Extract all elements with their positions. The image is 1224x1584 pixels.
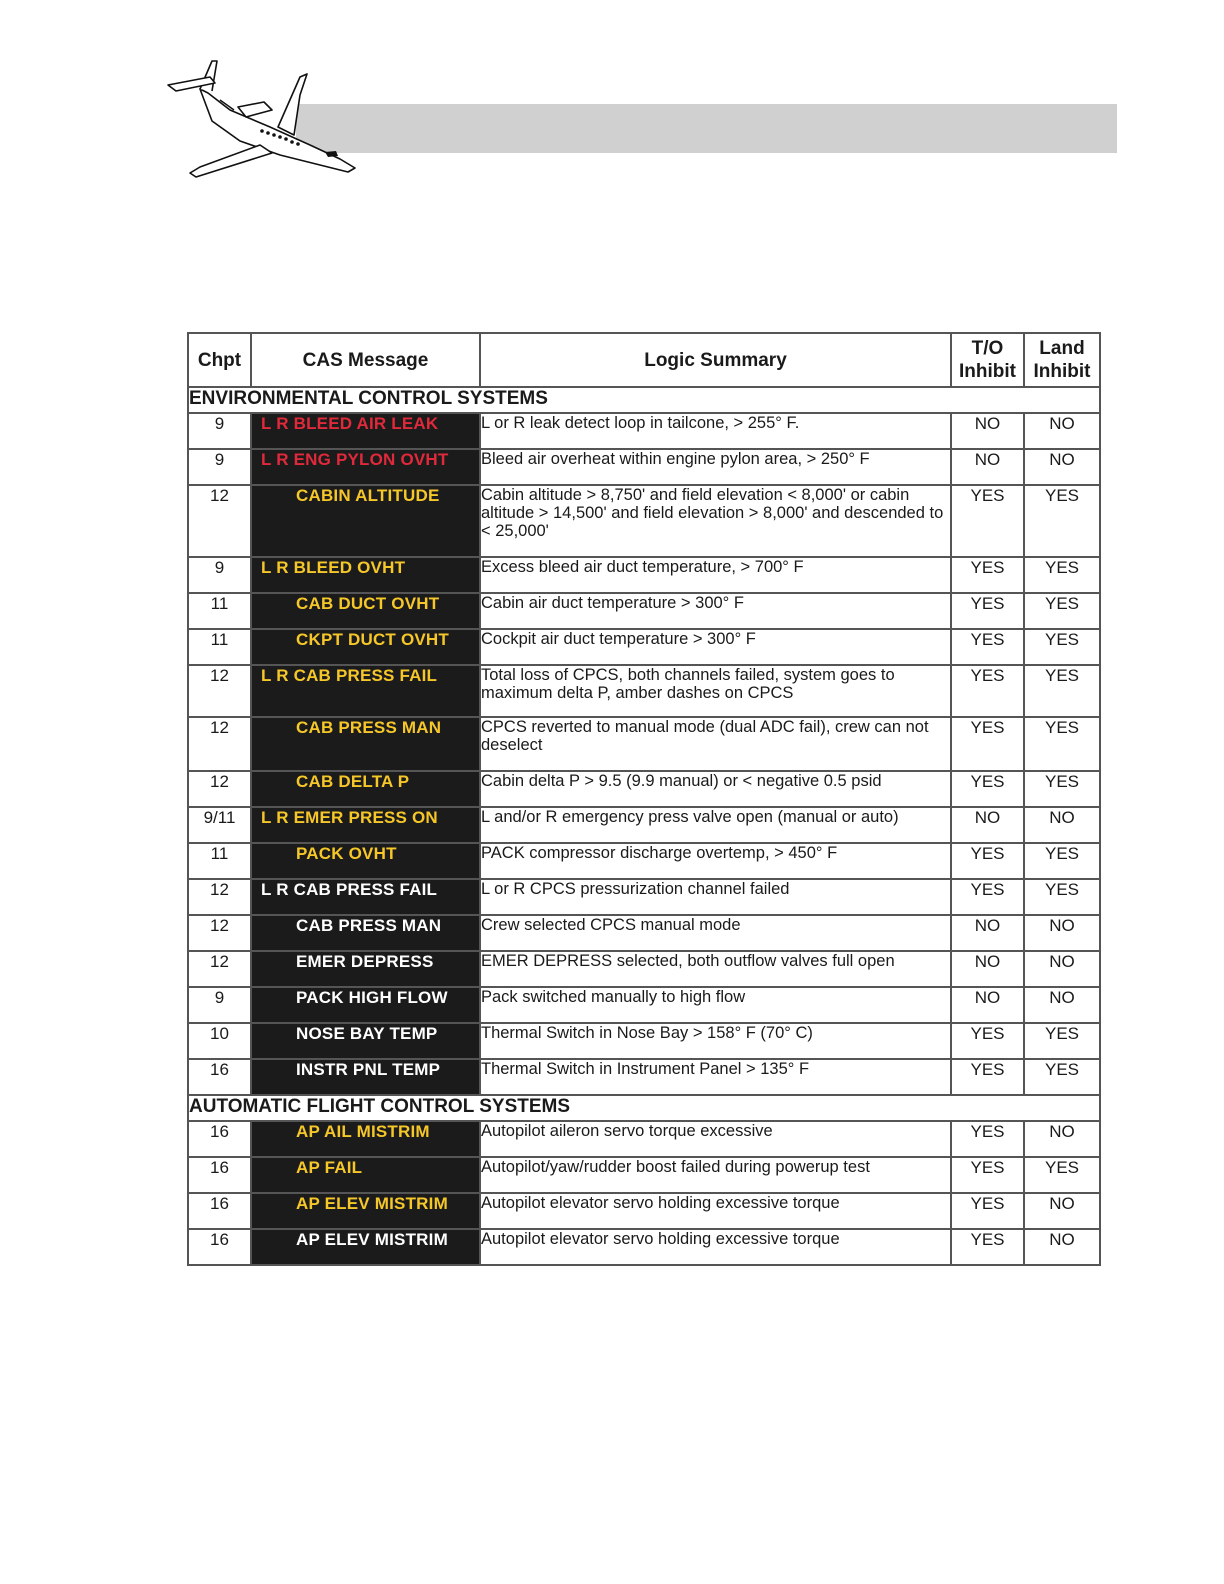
land-inhibit-cell: NO: [1024, 413, 1100, 449]
to-inhibit-cell: YES: [951, 557, 1024, 593]
chpt-cell: 16: [188, 1193, 251, 1229]
to-inhibit-cell: NO: [951, 951, 1024, 987]
chpt-cell: 16: [188, 1229, 251, 1265]
land-inhibit-cell: YES: [1024, 485, 1100, 557]
logic-summary-cell: CPCS reverted to manual mode (dual ADC fail), crew can not deselect: [480, 717, 951, 771]
to-inhibit-cell: YES: [951, 593, 1024, 629]
cas-message-cell: CAB PRESS MAN: [251, 717, 480, 771]
logic-summary-cell: Total loss of CPCS, both channels failed, system goes to maximum delta P, amber dashes on CPCS: [480, 665, 951, 717]
section-row-ecs: [188, 387, 1100, 413]
to-inhibit-cell: NO: [951, 413, 1024, 449]
to-inhibit-cell: YES: [951, 771, 1024, 807]
table-row: [188, 879, 1100, 915]
header-to-inhibit: T/O Inhibit: [951, 333, 1024, 387]
logic-summary-cell: Bleed air overheat within engine pylon area, > 250° F: [480, 449, 951, 485]
to-inhibit-cell: YES: [951, 1157, 1024, 1193]
land-inhibit-cell: NO: [1024, 915, 1100, 951]
land-inhibit-cell: YES: [1024, 665, 1100, 717]
logic-summary-cell: L and/or R emergency press valve open (manual or auto): [480, 807, 951, 843]
chpt-cell: 12: [188, 879, 251, 915]
chpt-cell: 11: [188, 843, 251, 879]
table-row: [188, 1023, 1100, 1059]
cas-message-cell: EMER DEPRESS: [251, 951, 480, 987]
table-header-row: [188, 333, 1100, 387]
table-row: [188, 843, 1100, 879]
cas-message-cell: AP ELEV MISTRIM: [251, 1229, 480, 1265]
cas-message-cell: NOSE BAY TEMP: [251, 1023, 480, 1059]
table-row: [188, 665, 1100, 717]
to-inhibit-cell: YES: [951, 1023, 1024, 1059]
to-inhibit-cell: YES: [951, 665, 1024, 717]
table-row: [188, 557, 1100, 593]
cas-message-cell: INSTR PNL TEMP: [251, 1059, 480, 1095]
chpt-cell: 10: [188, 1023, 251, 1059]
cas-message-table: [187, 332, 1101, 1266]
cas-message-cell: CAB PRESS MAN: [251, 915, 480, 951]
chpt-cell: 9/11: [188, 807, 251, 843]
table-row: [188, 1059, 1100, 1095]
logic-summary-cell: EMER DEPRESS selected, both outflow valves full open: [480, 951, 951, 987]
land-inhibit-cell: NO: [1024, 449, 1100, 485]
chpt-cell: 12: [188, 771, 251, 807]
land-inhibit-cell: YES: [1024, 1157, 1100, 1193]
to-inhibit-cell: NO: [951, 807, 1024, 843]
cas-message-cell: L R CAB PRESS FAIL: [251, 665, 480, 717]
logic-summary-cell: PACK compressor discharge overtemp, > 450° F: [480, 843, 951, 879]
land-inhibit-cell: YES: [1024, 557, 1100, 593]
logic-summary-cell: Cabin air duct temperature > 300° F: [480, 593, 951, 629]
logic-summary-cell: Autopilot aileron servo torque excessive: [480, 1121, 951, 1157]
header-land-inhibit: Land Inhibit: [1024, 333, 1100, 387]
chpt-cell: 9: [188, 557, 251, 593]
land-inhibit-cell: YES: [1024, 629, 1100, 665]
logic-summary-cell: Cabin delta P > 9.5 (9.9 manual) or < negative 0.5 psid: [480, 771, 951, 807]
to-inhibit-cell: NO: [951, 987, 1024, 1023]
section-title-afcs: AUTOMATIC FLIGHT CONTROL SYSTEMS: [188, 1095, 1100, 1121]
cas-message-cell: L R ENG PYLON OVHT: [251, 449, 480, 485]
chpt-cell: 12: [188, 717, 251, 771]
header-chpt: Chpt: [188, 333, 251, 387]
to-inhibit-cell: YES: [951, 879, 1024, 915]
logic-summary-cell: Autopilot elevator servo holding excessive torque: [480, 1229, 951, 1265]
to-inhibit-cell: YES: [951, 843, 1024, 879]
table-row: [188, 593, 1100, 629]
cas-message-cell: AP FAIL: [251, 1157, 480, 1193]
table-row: [188, 485, 1100, 557]
to-inhibit-cell: YES: [951, 1229, 1024, 1265]
land-inhibit-cell: YES: [1024, 1059, 1100, 1095]
table-row: [188, 449, 1100, 485]
to-inhibit-cell: YES: [951, 485, 1024, 557]
logic-summary-cell: Crew selected CPCS manual mode: [480, 915, 951, 951]
logic-summary-cell: L or R leak detect loop in tailcone, > 255° F.: [480, 413, 951, 449]
chpt-cell: 9: [188, 449, 251, 485]
table-row: [188, 915, 1100, 951]
logic-summary-cell: Autopilot elevator servo holding excessive torque: [480, 1193, 951, 1229]
land-inhibit-cell: NO: [1024, 987, 1100, 1023]
chpt-cell: 11: [188, 593, 251, 629]
table-row: [188, 771, 1100, 807]
table-row: [188, 951, 1100, 987]
land-inhibit-cell: YES: [1024, 593, 1100, 629]
to-inhibit-cell: YES: [951, 1193, 1024, 1229]
logic-summary-cell: Thermal Switch in Instrument Panel > 135° F: [480, 1059, 951, 1095]
chpt-cell: 9: [188, 987, 251, 1023]
cas-message-cell: PACK HIGH FLOW: [251, 987, 480, 1023]
header-logic-summary: Logic Summary: [480, 333, 951, 387]
land-inhibit-cell: YES: [1024, 843, 1100, 879]
logic-summary-cell: Thermal Switch in Nose Bay > 158° F (70° C): [480, 1023, 951, 1059]
to-inhibit-cell: NO: [951, 449, 1024, 485]
table-row: [188, 1157, 1100, 1193]
business-jet-icon: [160, 55, 360, 180]
to-inhibit-cell: YES: [951, 717, 1024, 771]
table-row: [188, 717, 1100, 771]
to-inhibit-cell: NO: [951, 915, 1024, 951]
logic-summary-cell: Excess bleed air duct temperature, > 700° F: [480, 557, 951, 593]
to-inhibit-cell: YES: [951, 629, 1024, 665]
land-inhibit-cell: YES: [1024, 771, 1100, 807]
table-row: [188, 1229, 1100, 1265]
cas-message-cell: AP AIL MISTRIM: [251, 1121, 480, 1157]
cas-message-cell: PACK OVHT: [251, 843, 480, 879]
land-inhibit-cell: YES: [1024, 879, 1100, 915]
cas-message-cell: L R CAB PRESS FAIL: [251, 879, 480, 915]
land-inhibit-cell: YES: [1024, 717, 1100, 771]
cas-message-cell: L R BLEED AIR LEAK: [251, 413, 480, 449]
cas-message-cell: CAB DELTA P: [251, 771, 480, 807]
to-inhibit-cell: YES: [951, 1121, 1024, 1157]
chpt-cell: 11: [188, 629, 251, 665]
logic-summary-cell: Cabin altitude > 8,750' and field elevation < 8,000' or cabin altitude > 14,500' and field elevation > 8,000' and descended to < 25,000': [480, 485, 951, 557]
logic-summary-cell: Pack switched manually to high flow: [480, 987, 951, 1023]
land-inhibit-cell: NO: [1024, 1193, 1100, 1229]
land-inhibit-cell: NO: [1024, 1121, 1100, 1157]
land-inhibit-cell: NO: [1024, 807, 1100, 843]
table-row: [188, 807, 1100, 843]
section-row-afcs: [188, 1095, 1100, 1121]
chpt-cell: 12: [188, 915, 251, 951]
cas-message-cell: CKPT DUCT OVHT: [251, 629, 480, 665]
land-inhibit-cell: NO: [1024, 1229, 1100, 1265]
logic-summary-cell: Cockpit air duct temperature > 300° F: [480, 629, 951, 665]
chpt-cell: 12: [188, 951, 251, 987]
table-row: [188, 413, 1100, 449]
logic-summary-cell: L or R CPCS pressurization channel failed: [480, 879, 951, 915]
table-row: [188, 987, 1100, 1023]
chpt-cell: 16: [188, 1059, 251, 1095]
chpt-cell: 12: [188, 485, 251, 557]
table-row: [188, 1121, 1100, 1157]
chpt-cell: 12: [188, 665, 251, 717]
chpt-cell: 16: [188, 1157, 251, 1193]
logic-summary-cell: Autopilot/yaw/rudder boost failed during powerup test: [480, 1157, 951, 1193]
to-inhibit-cell: YES: [951, 1059, 1024, 1095]
cas-message-cell: AP ELEV MISTRIM: [251, 1193, 480, 1229]
land-inhibit-cell: NO: [1024, 951, 1100, 987]
header-cas-message: CAS Message: [251, 333, 480, 387]
cas-message-cell: CAB DUCT OVHT: [251, 593, 480, 629]
land-inhibit-cell: YES: [1024, 1023, 1100, 1059]
chpt-cell: 16: [188, 1121, 251, 1157]
table-row: [188, 629, 1100, 665]
chpt-cell: 9: [188, 413, 251, 449]
table-row: [188, 1193, 1100, 1229]
cas-message-cell: CABIN ALTITUDE: [251, 485, 480, 557]
section-title-ecs: ENVIRONMENTAL CONTROL SYSTEMS: [188, 387, 1100, 413]
chapter-header-bar: [296, 104, 1117, 153]
cas-message-cell: L R BLEED OVHT: [251, 557, 480, 593]
cas-message-cell: L R EMER PRESS ON: [251, 807, 480, 843]
